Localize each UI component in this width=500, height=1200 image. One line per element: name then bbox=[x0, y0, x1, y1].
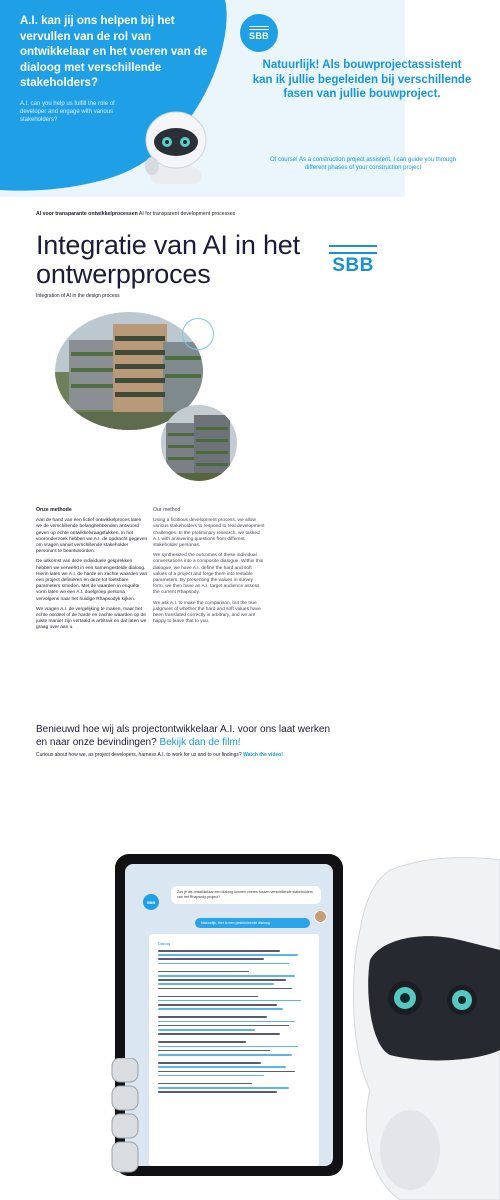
doc-line bbox=[158, 1071, 295, 1073]
tablet-screen bbox=[125, 864, 333, 1166]
page-title-english: Integration of AI in the design process bbox=[36, 293, 120, 299]
video-cta-english-text: Curious about how we, as project developers, harness A.I. to work for us and to our findings? bbox=[36, 752, 242, 758]
doc-line bbox=[158, 1025, 289, 1027]
doc-line bbox=[158, 1062, 261, 1064]
logo-bars-icon bbox=[329, 245, 377, 254]
doc-line bbox=[158, 1000, 301, 1002]
method-english bbox=[153, 507, 265, 629]
page-title: Integratie van AI in het ontwerpproces bbox=[36, 230, 300, 289]
doc-line bbox=[158, 963, 289, 965]
doc-line bbox=[158, 1075, 264, 1077]
tablet-device bbox=[115, 854, 343, 1176]
robot-mascot-large-icon bbox=[330, 850, 500, 1200]
method-dutch-paragraph: De uitkomst van deze individuele gesprekken hebben we verwerkt in een samengestelde dialoog. Hierin laten we A.I. de harde en zachte waarden van een project definiëren en deze tot toetsbare parameters smeden. Met de waarden in enquête vorm laten we een A.I. doelgroep persona vervolgens naar het huidige Rhapsodyk kijken. bbox=[36, 559, 148, 602]
method-english-paragraph: Using a fictitious development process, we allow various stakeholders to respond to real development challenges. In the preliminary research, we tasked A.I. with answering questions from different stakeholder personas. bbox=[153, 518, 265, 549]
doc-line bbox=[158, 1008, 283, 1010]
doc-line bbox=[158, 975, 295, 977]
hero-answer: Natuurlijk! Als bouwprojectassistent kan ik jullie begeleiden bij verschillende fasen van jullie bouwproject. bbox=[252, 59, 472, 100]
video-cta bbox=[36, 723, 336, 749]
logo-bars-icon bbox=[249, 26, 269, 30]
chat-question-bubble: Zou je als ontwikkelaar een dialoog kunnen voeren tussen verschillende stakeholders van het Rhapsody-project? bbox=[171, 886, 321, 904]
doc-line bbox=[158, 1054, 292, 1056]
doc-line bbox=[158, 958, 264, 960]
method-dutch-paragraph: Aan de hand van een fictief ontwikkelproces laten we de verschillende belanghebbenden antwoord geven op echte ontwikkelvraagstukken. In het vooronderzoek hebben we A.I. de opdracht gegeven om vragen vanuit verschillende stakeholder persona's te beantwoorden. bbox=[36, 518, 148, 555]
dialogue-document-title: Dialoog bbox=[158, 942, 171, 946]
video-cta-text: Benieuwd hoe wij als projectontwikkelaar A.I. voor ons laat werken en naar onze bevindingen? bbox=[36, 724, 331, 748]
doc-line bbox=[158, 1050, 270, 1052]
section-subtitle-en: AI for transparent development processes bbox=[138, 211, 236, 217]
doc-line bbox=[158, 1046, 298, 1048]
hero-answer-english: Of course! As a construction project assistent, I can guide you through different phases of your construction project bbox=[269, 157, 457, 172]
section-subtitle-nl: AI voor transparante ontwikkelprocessen bbox=[36, 211, 138, 217]
hero-logo-text: SBB bbox=[249, 30, 269, 41]
doc-line bbox=[158, 988, 292, 990]
video-cta-english bbox=[36, 752, 283, 758]
hero-question: A.I. kan jij ons helpen bij het vervullen van de rol van ontwikkelaar en het voeren van de dialoog met verschillende stakeholders? bbox=[20, 15, 208, 89]
method-english-paragraph: We ask A.I. to make the comparison, but the true judgment of whether the hard and soft values have been translated correctly is arbitrary, and we are happy to leave that to you. bbox=[153, 600, 261, 625]
tablet-illustration bbox=[0, 830, 500, 1200]
hero-logo bbox=[240, 14, 278, 52]
doc-line bbox=[158, 979, 286, 981]
hero-banner bbox=[0, 0, 500, 197]
doc-line bbox=[158, 1033, 280, 1035]
doc-line bbox=[158, 1091, 277, 1093]
chat-logo: SBB bbox=[143, 894, 159, 910]
section-subtitle bbox=[36, 211, 235, 217]
doc-line bbox=[158, 1004, 277, 1006]
doc-line bbox=[158, 983, 274, 985]
robot-mascot-icon bbox=[136, 104, 216, 184]
doc-line bbox=[158, 971, 249, 973]
doc-line bbox=[158, 1021, 295, 1023]
doc-line bbox=[158, 1041, 246, 1043]
chat-answer-bubble: Natuurlijk, hier is een gesimuleerde dialoog bbox=[195, 918, 310, 928]
sbb-logo-text: SBB bbox=[332, 255, 374, 276]
method-english-heading: Our method bbox=[153, 507, 181, 513]
doc-line bbox=[158, 1087, 289, 1089]
doc-line bbox=[158, 996, 258, 998]
hero-question-english: A.I. can you help us fulfill the role of developer and engage with various stakeholders? bbox=[20, 101, 115, 124]
dialogue-document bbox=[149, 934, 319, 1166]
doc-line bbox=[158, 1016, 267, 1018]
method-dutch-heading: Onze methode bbox=[36, 507, 72, 513]
doc-line bbox=[158, 1083, 252, 1085]
method-dutch bbox=[36, 507, 148, 636]
user-avatar bbox=[314, 910, 327, 923]
doc-line bbox=[158, 954, 298, 956]
method-english-paragraph: We synthesized the outcomes of these individual conversations into a composite dialogue. Within this dialogue, we have A.I. define the hard and soft values of a project and forge them into testable parameters. By presenting the values in survey form, we then have an A.I. target audience assess the current Rhapsody. bbox=[153, 553, 264, 596]
building-image-small bbox=[160, 403, 238, 483]
doc-line bbox=[158, 950, 280, 952]
sbb-logo bbox=[327, 245, 379, 276]
doc-line bbox=[158, 1066, 286, 1068]
watch-film-link[interactable]: Bekijk dan de film! bbox=[159, 737, 241, 748]
method-dutch-paragraph: We vragen A.I. de vergelijking te maken, maar het echte oordeel of de harde en zachte waarden op de juiste manier zijn vertaald is arbitrair en dat laten we graag over aan u. bbox=[36, 606, 147, 631]
robot-hand-icon bbox=[108, 1058, 142, 1178]
watch-video-link[interactable]: Watch the video! bbox=[243, 752, 283, 758]
decorative-circle bbox=[182, 318, 214, 350]
doc-line bbox=[158, 1029, 255, 1031]
